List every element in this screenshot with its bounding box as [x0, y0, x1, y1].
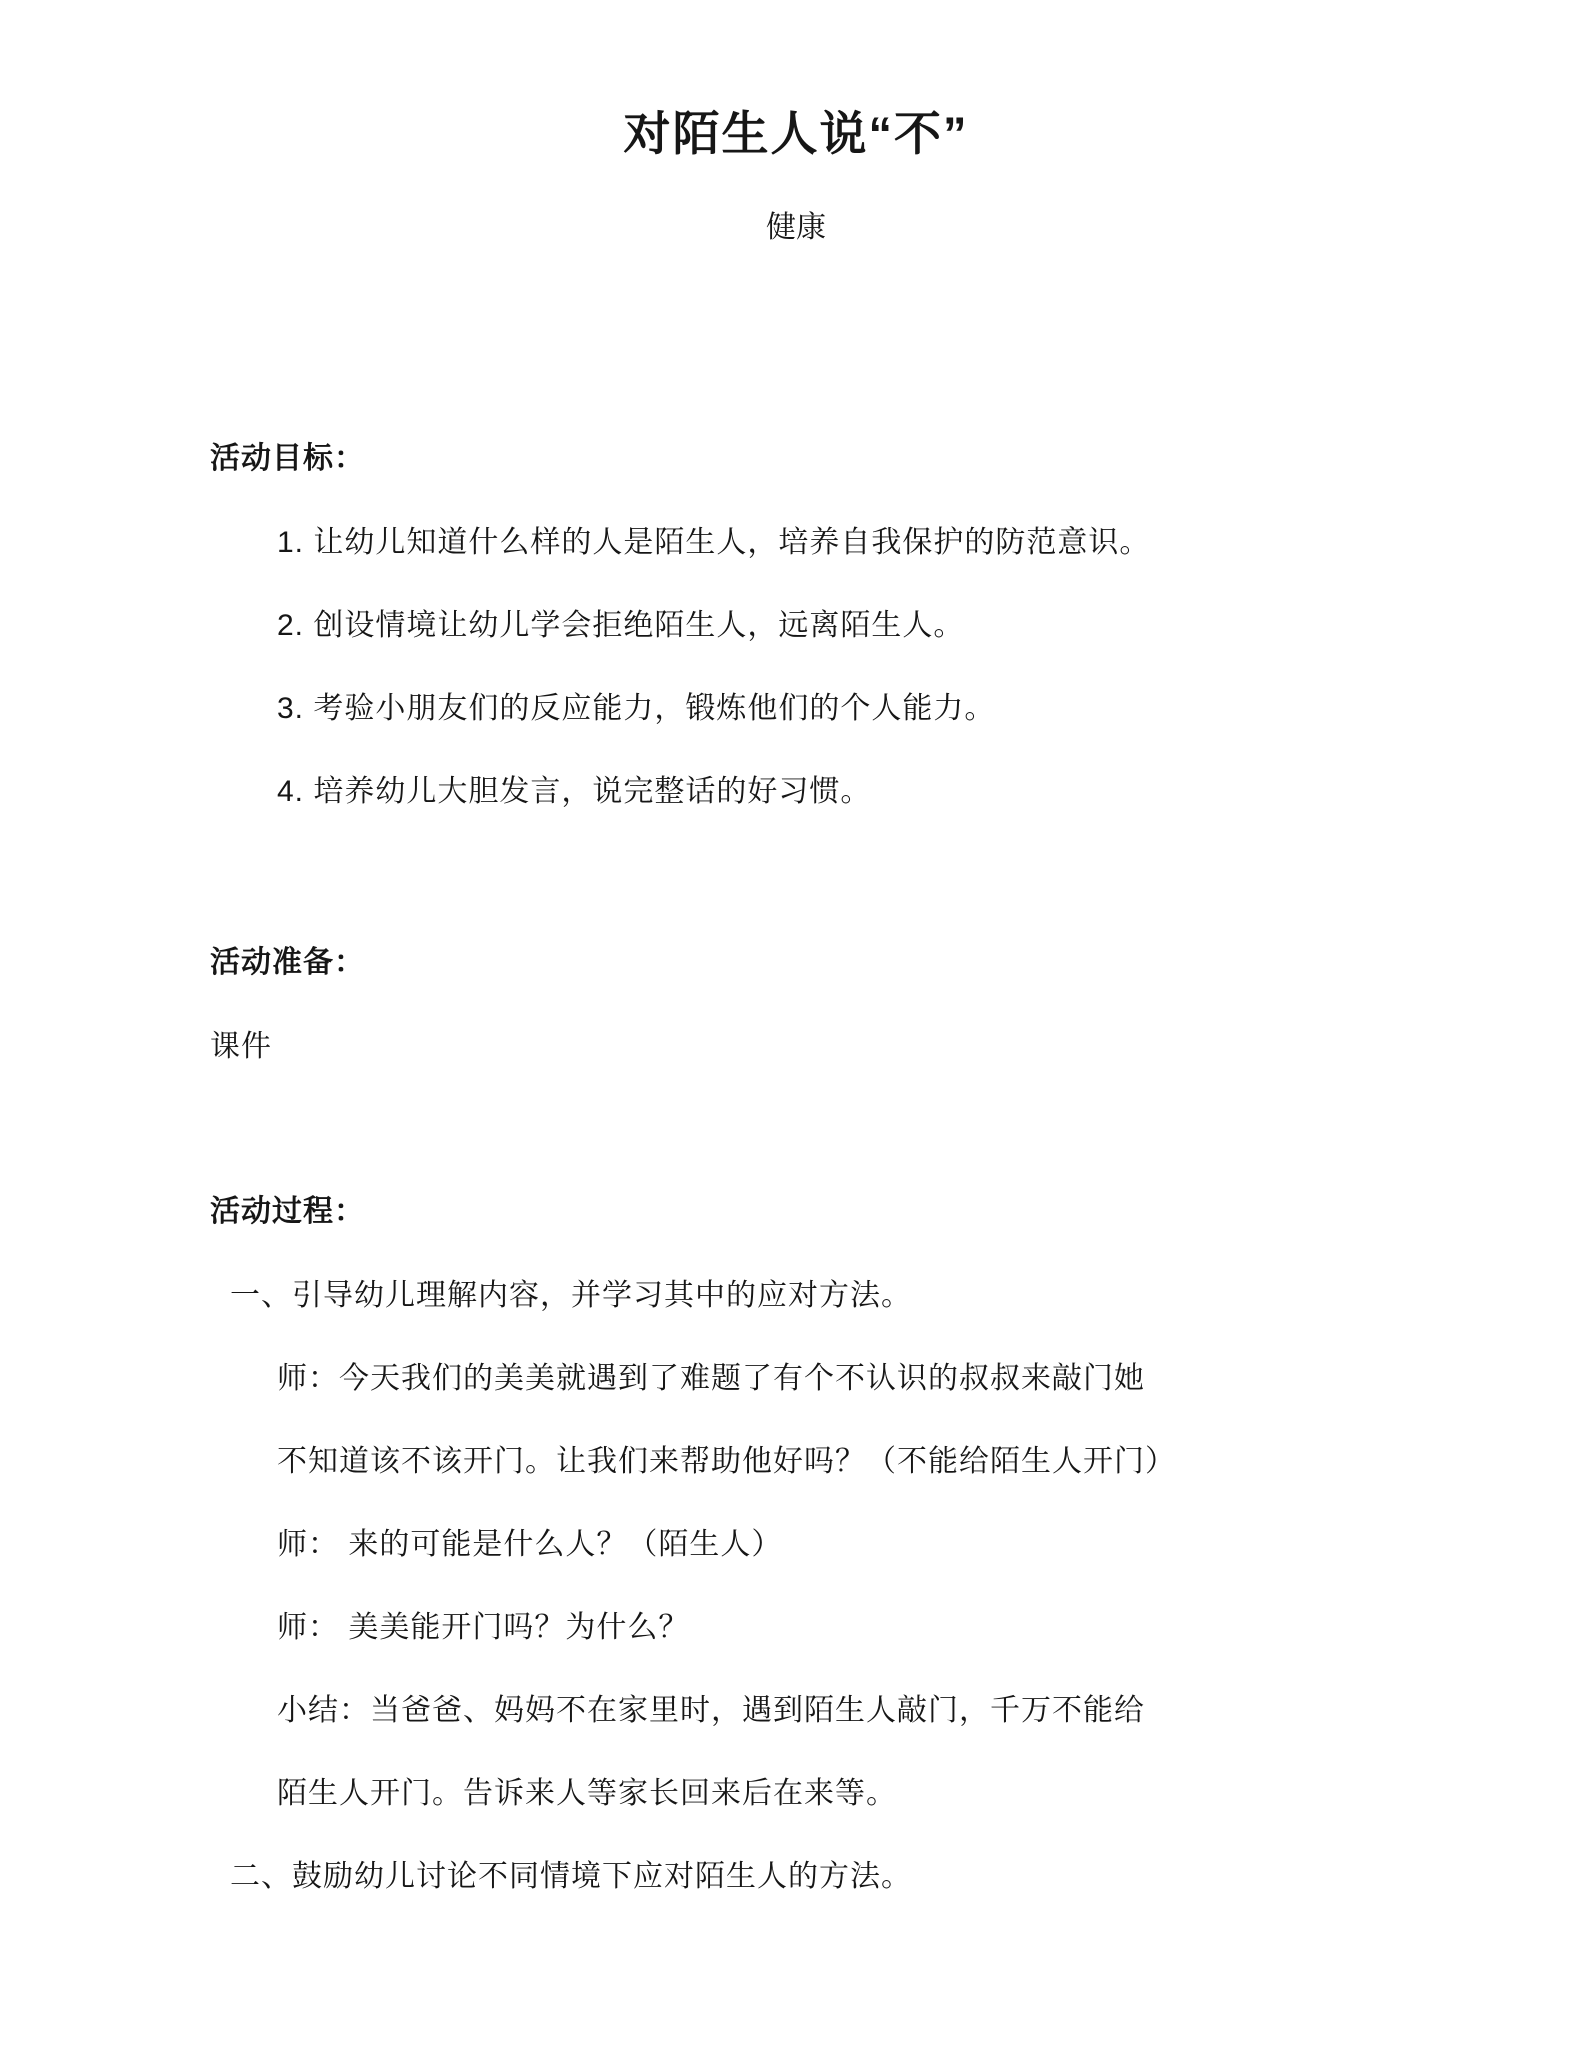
section-heading-goals: 活动目标：	[210, 442, 365, 475]
process-dialog-line: 师： 来的可能是什么人？（陌生人）	[277, 1528, 783, 1561]
process-step-one: 一、引导幼儿理解内容，并学习其中的应对方法。	[230, 1279, 912, 1312]
document-title: 对陌生人说“不”	[623, 107, 969, 160]
process-step-two: 二、鼓励幼儿讨论不同情境下应对陌生人的方法。	[230, 1860, 912, 1893]
goal-item: 2. 创设情境让幼儿学会拒绝陌生人，远离陌生人。	[277, 609, 965, 642]
process-dialog-line: 师：今天我们的美美就遇到了难题了有个不认识的叔叔来敲门她	[277, 1362, 1145, 1395]
section-heading-preparation: 活动准备：	[210, 946, 365, 979]
goal-item: 1. 让幼儿知道什么样的人是陌生人，培养自我保护的防范意识。	[277, 526, 1151, 559]
process-summary-line: 小结：当爸爸、妈妈不在家里时，遇到陌生人敲门，千万不能给	[277, 1694, 1145, 1727]
goal-item: 3. 考验小朋友们的反应能力，锻炼他们的个人能力。	[277, 692, 996, 725]
process-dialog-line: 不知道该不该开门。让我们来帮助他好吗？（不能给陌生人开门）	[277, 1445, 1176, 1478]
process-summary-line: 陌生人开门。告诉来人等家长回来后在来等。	[277, 1777, 897, 1810]
document-subtitle: 健康	[766, 211, 826, 244]
process-dialog-line: 师： 美美能开门吗？为什么？	[277, 1611, 690, 1644]
goal-item: 4. 培养幼儿大胆发言，说完整话的好习惯。	[277, 775, 872, 808]
section-heading-process: 活动过程：	[210, 1195, 365, 1228]
preparation-item: 课件	[210, 1030, 272, 1063]
